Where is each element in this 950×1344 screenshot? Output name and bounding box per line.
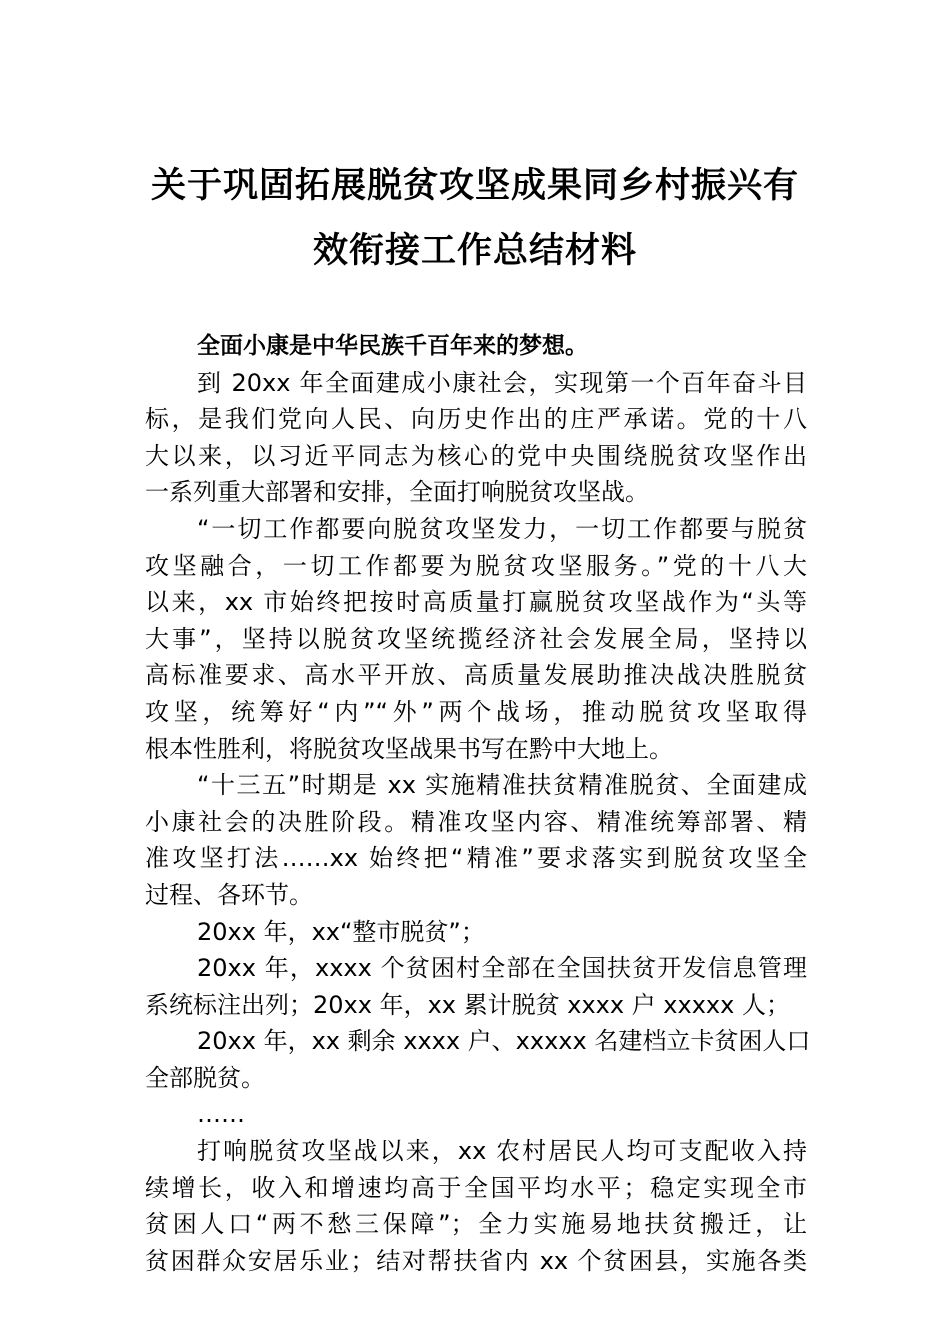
paragraph-line: 大以来，以习近平同志为核心的党中央围绕脱贫攻坚作出 xyxy=(145,441,807,470)
paragraph-6 xyxy=(145,1023,811,1096)
paragraph-line: 全部脱贫。 xyxy=(145,1063,265,1092)
ellipsis-line: …… xyxy=(197,1100,245,1129)
paragraph-line: “十三五”时期是 xx 实施精准扶贫精准脱贫、全面建成 xyxy=(197,771,807,800)
paragraph-line: 根本性胜利，将脱贫攻坚战果书写在黔中大地上。 xyxy=(145,734,673,763)
paragraph-line: 一系列重大部署和安排，全面打响脱贫攻坚战。 xyxy=(145,478,649,507)
paragraph-line: 标，是我们党向人民、向历史作出的庄严承诺。党的十八 xyxy=(145,405,807,434)
paragraph-line: 贫困群众安居乐业；结对帮扶省内 xx 个贫困县，实施各类 xyxy=(145,1246,807,1275)
paragraph-line: 以来，xx 市始终把按时高质量打赢脱贫攻坚战作为“头等 xyxy=(145,588,807,617)
document-title-line-2: 效衔接工作总结材料 xyxy=(312,230,637,271)
paragraph-4 xyxy=(145,914,807,951)
paragraph-line: 高标准要求、高水平开放、高质量发展助推决战决胜脱贫 xyxy=(145,661,807,690)
paragraph-line: 续增长，收入和增速均高于全国平均水平；稳定实现全市 xyxy=(145,1173,807,1202)
paragraph-line: 20xx 年，xx“整市脱贫”； xyxy=(197,917,485,946)
paragraph-line: 20xx 年，xxxx 个贫困村全部在全国扶贫开发信息管理 xyxy=(197,954,807,983)
paragraph-line: 贫困人口“两不愁三保障”；全力实施易地扶贫搬迁，让 xyxy=(145,1210,807,1239)
lead-sentence: 全面小康是中华民族千百年来的梦想。 xyxy=(197,333,588,359)
paragraph-3 xyxy=(145,767,807,913)
paragraph-1 xyxy=(145,365,807,511)
paragraph-line: 20xx 年，xx 剩余 xxxx 户、xxxxx 名建档立卡贫困人口 xyxy=(197,1027,811,1056)
paragraph-line: “一切工作都要向脱贫攻坚发力，一切工作都要与脱贫 xyxy=(197,514,807,543)
paragraph-line: 过程、各环节。 xyxy=(145,880,313,909)
paragraph-7 xyxy=(145,1096,807,1133)
paragraph-line: 攻坚，统筹好“内”“外”两个战场，推动脱贫攻坚取得 xyxy=(145,697,807,726)
paragraph-line: 到 20xx 年全面建成小康社会，实现第一个百年奋斗目 xyxy=(197,368,807,397)
paragraph-line: 打响脱贫攻坚战以来，xx 农村居民人均可支配收入持 xyxy=(197,1137,807,1166)
paragraph-2 xyxy=(145,511,807,767)
document-title-line-1: 关于巩固拓展脱贫攻坚成果同乡村振兴有 xyxy=(150,165,799,206)
paragraph-line: 攻坚融合，一切工作都要为脱贫攻坚服务。”党的十八大 xyxy=(145,551,807,580)
paragraph-8 xyxy=(145,1133,807,1279)
paragraph-5 xyxy=(145,950,807,1023)
paragraph-line: 准攻坚打法……xx 始终把“精准”要求落实到脱贫攻坚全 xyxy=(145,844,807,873)
paragraph-line: 系统标注出列；20xx 年，xx 累计脱贫 xxxx 户 xxxxx 人； xyxy=(145,990,790,1019)
document-body xyxy=(145,328,811,1279)
paragraph-line: 大事”，坚持以脱贫攻坚统揽经济社会发展全局，坚持以 xyxy=(145,624,807,653)
paragraph-line: 小康社会的决胜阶段。精准攻坚内容、精准统筹部署、精 xyxy=(145,807,807,836)
